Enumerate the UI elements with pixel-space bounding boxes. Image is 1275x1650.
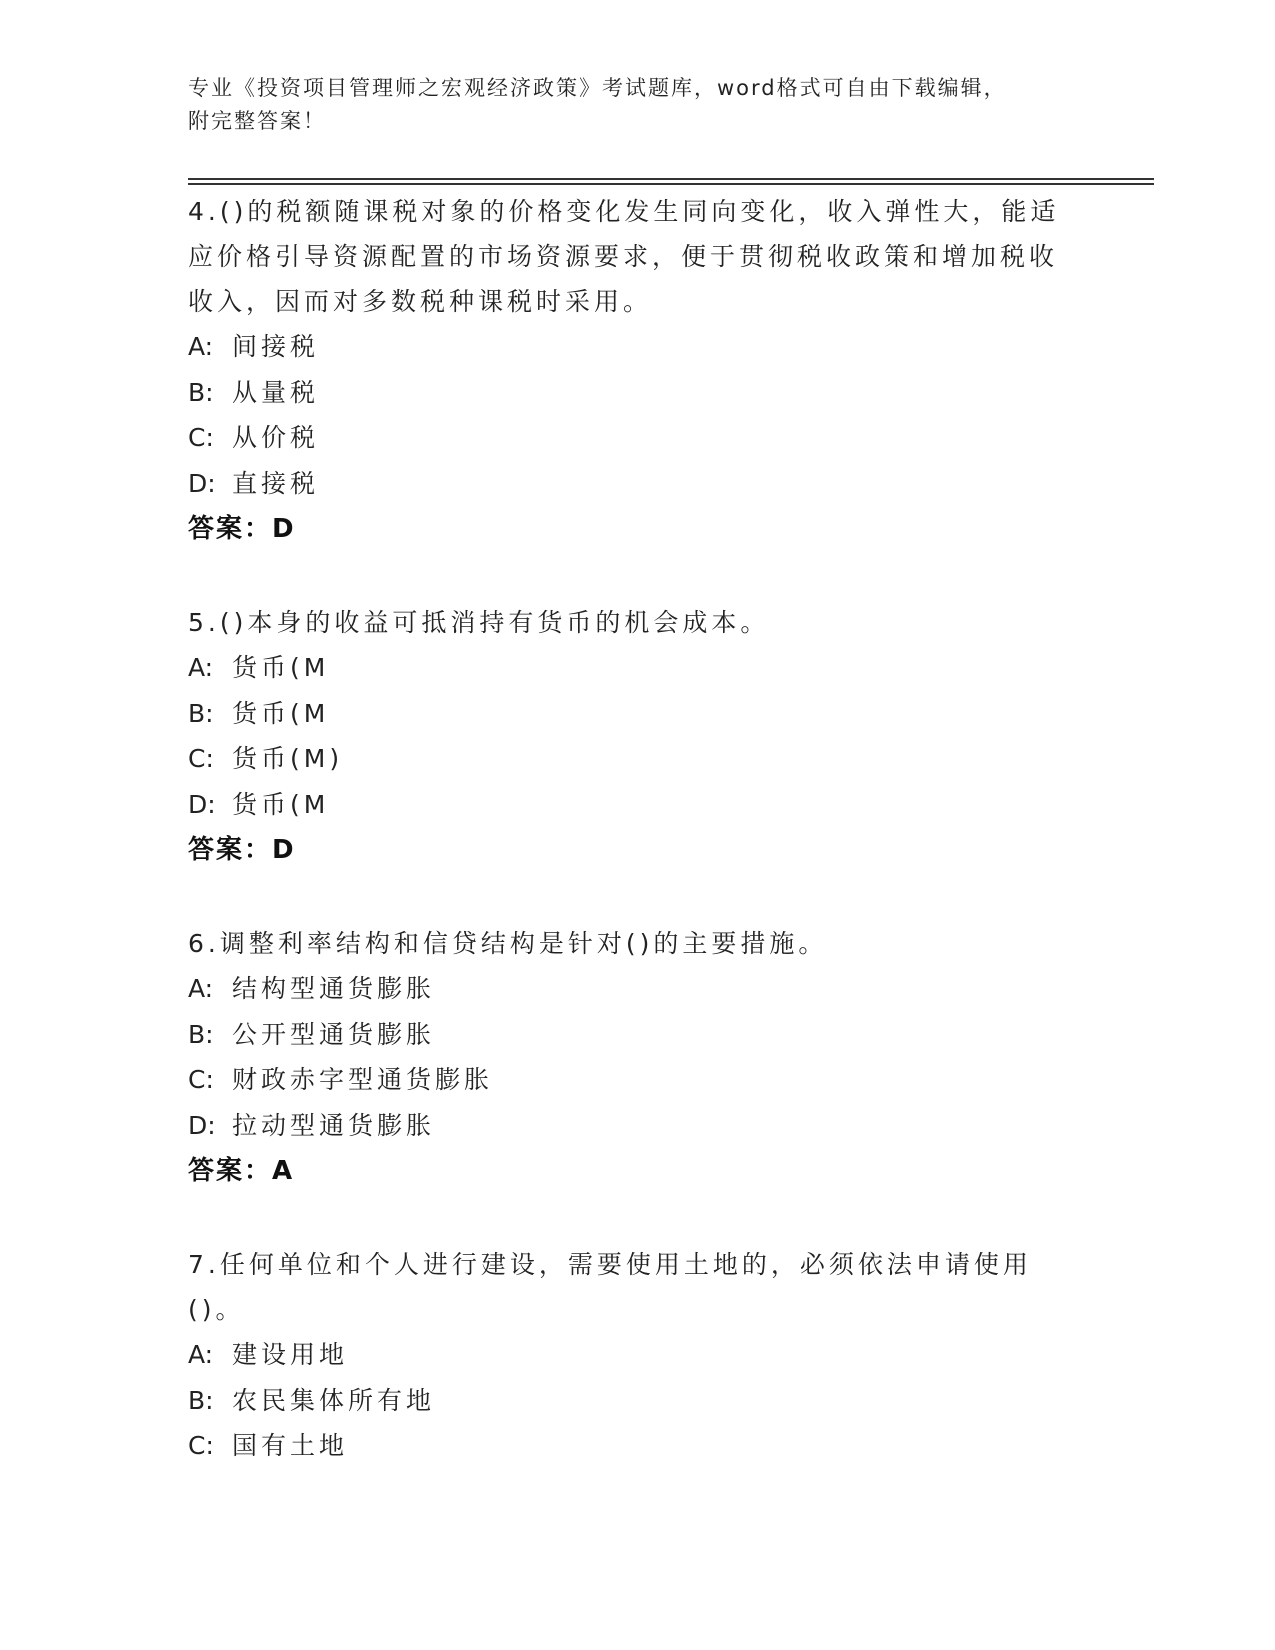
option-text: 国有土地 (232, 1431, 349, 1460)
question-5 (188, 600, 1068, 873)
document-header (188, 72, 1088, 138)
option-text: 货币(M (232, 698, 330, 728)
option-c (188, 1423, 1068, 1469)
option-text: 直接税 (232, 468, 320, 498)
option-text: 从量税 (232, 377, 320, 407)
option-letter: A: (188, 653, 214, 682)
header-line-1: 专业《投资项目管理师之宏观经济政策》考试题库，word格式可自由下载编辑， (188, 76, 1007, 100)
option-letter: C: (188, 1065, 214, 1094)
option-b (188, 691, 1068, 737)
header-line-2: 附完整答案！ (188, 109, 326, 133)
option-text: 货币(M) (232, 744, 344, 773)
option-a (188, 645, 1068, 691)
option-text: 从价税 (232, 423, 320, 452)
question-stem: 7.任何单位和个人进行建设，需要使用土地的，必须依法申请使用()。 (188, 1250, 1032, 1324)
question-stem: 5.()本身的收益可抵消持有货币的机会成本。 (188, 608, 770, 637)
option-text: 财政赤字型通货膨胀 (232, 1065, 494, 1094)
option-a (188, 1332, 1068, 1378)
option-letter: D: (188, 789, 216, 819)
answer-line: 答案：D (188, 514, 296, 544)
option-c (188, 415, 1068, 461)
option-letter: B: (188, 698, 214, 728)
option-text: 间接税 (232, 332, 320, 361)
option-text: 拉动型通货膨胀 (232, 1110, 436, 1140)
option-letter: B: (188, 1019, 214, 1049)
option-text: 结构型通货膨胀 (232, 974, 436, 1003)
option-letter: A: (188, 332, 214, 361)
answer-line: 答案：D (188, 835, 296, 865)
option-text: 农民集体所有地 (232, 1385, 436, 1415)
option-letter: D: (188, 1110, 216, 1140)
question-stem: 4.()的税额随课税对象的价格变化发生同向变化，收入弹性大，能适应价格引导资源配置的市场资源要求，便于贯彻税收政策和增加税收收入，因而对多数税种课税时采用。 (188, 197, 1060, 316)
question-list (188, 189, 1068, 1517)
option-c (188, 736, 1068, 782)
option-d (188, 1103, 1068, 1149)
option-letter: C: (188, 423, 214, 452)
option-a (188, 966, 1068, 1012)
header-divider-bottom (188, 183, 1154, 185)
header-divider-top (188, 178, 1154, 180)
option-d (188, 782, 1068, 828)
question-7 (188, 1242, 1068, 1469)
option-letter: A: (188, 974, 214, 1003)
option-letter: A: (188, 1340, 214, 1369)
question-6 (188, 921, 1068, 1194)
option-text: 建设用地 (232, 1340, 349, 1369)
option-a (188, 324, 1068, 370)
option-c (188, 1057, 1068, 1103)
option-b (188, 1012, 1068, 1058)
option-text: 货币(M (232, 653, 330, 682)
option-letter: C: (188, 1431, 214, 1460)
option-letter: C: (188, 744, 214, 773)
question-4 (188, 189, 1068, 552)
option-d (188, 461, 1068, 507)
option-b (188, 370, 1068, 416)
question-stem: 6.调整利率结构和信贷结构是针对()的主要措施。 (188, 929, 828, 958)
option-letter: B: (188, 1385, 214, 1415)
answer-line: 答案：A (188, 1156, 295, 1186)
option-letter: D: (188, 468, 216, 498)
option-text: 公开型通货膨胀 (232, 1019, 436, 1049)
option-b (188, 1378, 1068, 1424)
option-text: 货币(M (232, 789, 330, 819)
option-letter: B: (188, 377, 214, 407)
